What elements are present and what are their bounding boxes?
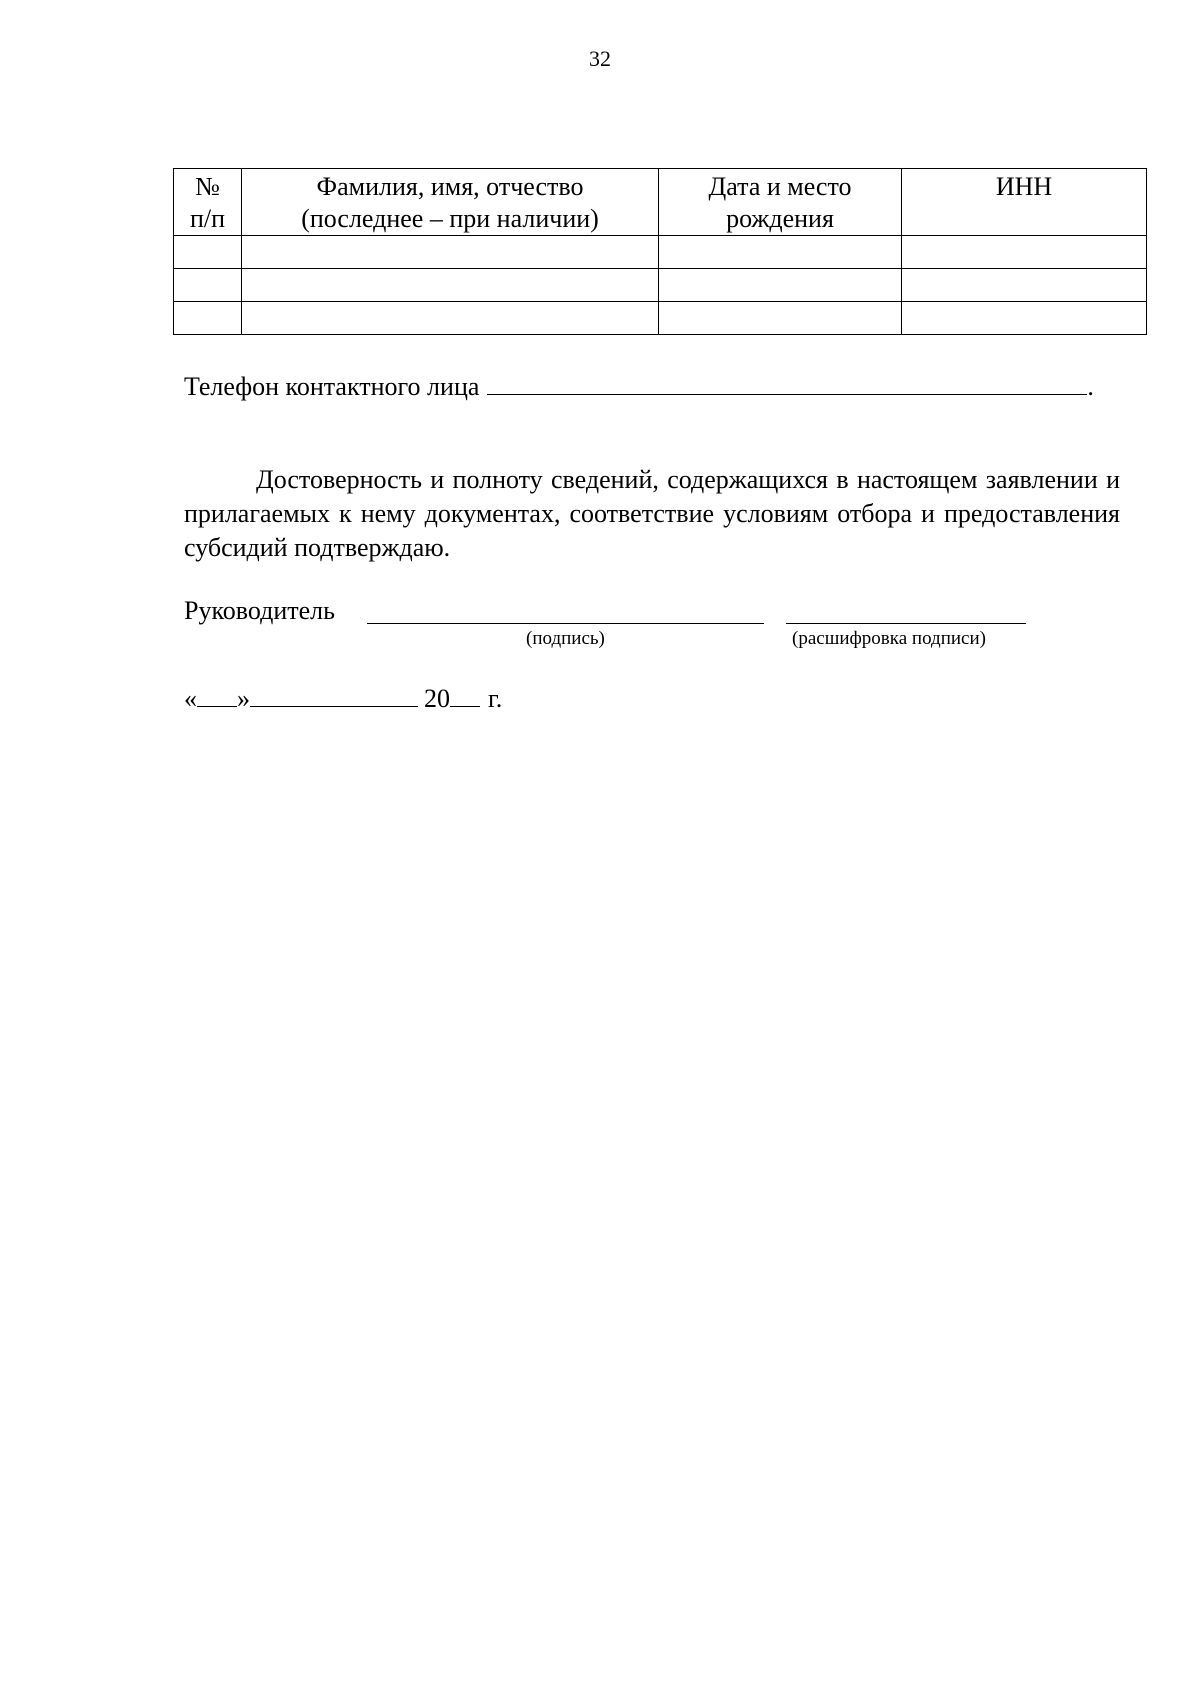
contact-phone-end: . xyxy=(1087,372,1094,401)
persons-table xyxy=(173,168,1147,335)
signature-decode-field[interactable] xyxy=(786,623,1026,624)
header-birth xyxy=(659,169,902,236)
table-cell[interactable] xyxy=(242,269,659,302)
signature-caption: (подпись) xyxy=(526,628,605,649)
contact-phone-line xyxy=(184,370,1094,402)
table-cell[interactable] xyxy=(659,269,902,302)
date-year-prefix: 20 xyxy=(424,684,450,713)
signature-decode-caption: (расшифровка подписи) xyxy=(792,628,986,649)
table-cell[interactable] xyxy=(174,236,242,269)
confirmation-statement: Достоверность и полноту сведений, содержащихся в настоящем заявлении и прилагаемых к нему документах, соответствие условиям отбора и предоставления субсидий подтверждаю. xyxy=(184,465,1120,562)
contact-phone-label: Телефон контактного лица xyxy=(184,372,480,401)
page-number: 32 xyxy=(589,46,611,71)
contact-phone-field[interactable] xyxy=(487,370,1087,395)
header-birth-line1: Дата и место xyxy=(708,172,852,201)
table-cell[interactable] xyxy=(659,236,902,269)
header-number-line1: № xyxy=(195,172,220,201)
header-full-name-line2: (последнее – при наличии) xyxy=(301,204,599,233)
table-cell[interactable] xyxy=(174,302,242,335)
header-inn-line1: ИНН xyxy=(995,172,1053,201)
table-cell[interactable] xyxy=(242,302,659,335)
table-cell[interactable] xyxy=(902,302,1147,335)
header-inn xyxy=(902,169,1147,236)
table-cell[interactable] xyxy=(902,236,1147,269)
header-full-name-line1: Фамилия, имя, отчество xyxy=(316,172,584,201)
table-cell[interactable] xyxy=(902,269,1147,302)
date-line xyxy=(184,682,502,714)
header-number xyxy=(174,169,242,236)
date-close-quote: » xyxy=(237,684,250,713)
date-year-suffix: г. xyxy=(488,684,503,713)
date-month-field[interactable] xyxy=(250,682,418,707)
signature-field[interactable] xyxy=(367,623,764,624)
table-row xyxy=(174,236,1147,269)
table-row xyxy=(174,269,1147,302)
signature-role-label: Руководитель xyxy=(184,596,335,625)
header-number-line2: п/п xyxy=(189,204,226,233)
header-birth-line2: рождения xyxy=(726,204,834,233)
table-cell[interactable] xyxy=(659,302,902,335)
table-row xyxy=(174,302,1147,335)
date-open-quote: « xyxy=(184,684,197,713)
table-cell[interactable] xyxy=(242,236,659,269)
date-day-field[interactable] xyxy=(197,682,237,707)
table-cell[interactable] xyxy=(174,269,242,302)
header-full-name xyxy=(242,169,659,236)
date-year-field[interactable] xyxy=(450,682,480,707)
table-header-row xyxy=(174,169,1147,236)
